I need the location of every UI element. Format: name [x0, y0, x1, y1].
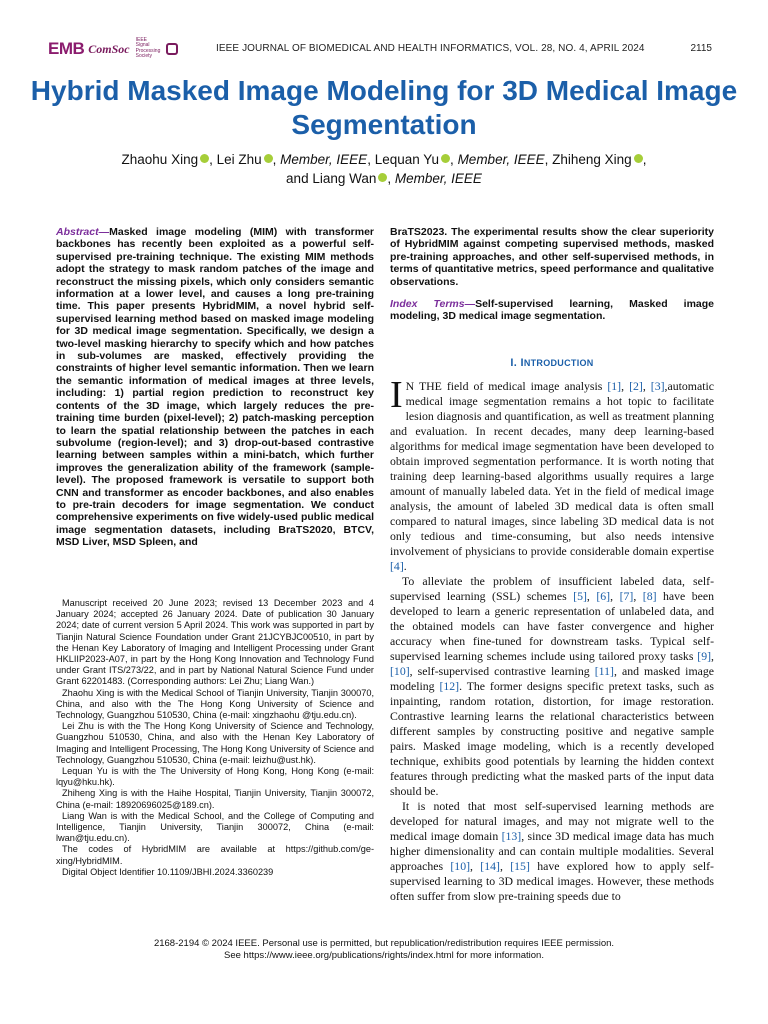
footnote: Zhiheng Xing is with the Haihe Hospital, Tianjin University, Tianjin 300072, China (e-mail: 18920696025@189.cn).: [56, 788, 374, 810]
abstract-text: Masked image modeling (MIM) with transformer backbones has recently been exploited as a powerful self-supervised pre-training technique. The existing MIM methods adopt the strategy to mask random patches of the image and reconstruct the missing pixels, which only considers semantic information at a lower level, and causes a long pre-training time. This paper presents HybridMIM, a novel hybrid self-supervised learning method based on masked image modeling for 3D medical image segmentation. Specifically, we design a two-level masking hierarchy to specify which and how patches in sub-volumes are masked, effectively providing the constraints of higher level semantic information. Then we learn the semantic information of medical images at three levels, including: 1) partial region prediction to reconstruct key contents of the 3D image, which largely reduces the pre-training time burden (pixel-level); 2) patch-masking perception to learn the spatial relationship between the patches in each subvolume (region-level); and 3) drop-out-based contrastive learning between samples within a mini-batch, which further improves the generalization ability of the framework (sample-level). The proposed framework is versatile to support both CNN and transformer as encoder backbones, and also enables to pre-train decoders for image segmentation. We conduct comprehensive experiments on five widely-used public medical image segmentation datasets, including BraTS2020, BTCV, MSD Liver, MSD Spleen, and: [56, 226, 374, 549]
index-terms-text: Self-supervised learning, Masked image modeling, 3D medical image segmentation.: [390, 298, 715, 323]
citation-link[interactable]: [7]: [619, 588, 634, 603]
orcid-icon[interactable]: [441, 154, 450, 163]
section-heading-introduction: I. INTRODUCTION: [510, 356, 594, 369]
author-name: Zhiheng Xing: [552, 152, 632, 167]
citation-link[interactable]: [12]: [439, 678, 460, 693]
footnote: The codes of HybridMIM are available at https://github.com/ge-xing/HybridMIM.: [56, 844, 374, 866]
orcid-icon[interactable]: [200, 154, 209, 163]
comsoc-logo: ComSoc: [88, 41, 130, 56]
index-terms-label: Index Terms—: [390, 298, 476, 311]
running-header: [48, 38, 720, 66]
citation-link[interactable]: [6]: [596, 588, 611, 603]
footnotes: [56, 598, 374, 878]
orcid-icon[interactable]: [634, 154, 643, 163]
orcid-icon[interactable]: [264, 154, 273, 163]
citation-link[interactable]: [9]: [697, 648, 712, 663]
citation-link[interactable]: [15]: [510, 858, 530, 873]
citation-link[interactable]: [4]: [390, 558, 404, 573]
emb-logo: EMB: [48, 38, 85, 58]
page-number: 2115: [690, 43, 712, 54]
abstract-label: Abstract—: [56, 226, 110, 238]
citation-link[interactable]: [13]: [501, 828, 522, 843]
citation-link[interactable]: [3]: [650, 378, 665, 393]
signal-processing-logo: IEEE Signal Processing Society: [135, 37, 161, 59]
footnote: Zhaohu Xing is with the Medical School of Tianjin University, Tianjin 300070, China, and also with the The Hong Kong University of Science and Technology, Guangzhou 510530, China (e-mail: xingzhaohu @tju.edu.cn).: [56, 687, 374, 721]
citation-link[interactable]: [1]: [607, 378, 622, 393]
footnote: Liang Wan is with the Medical School, and the College of Computing and Intelligence, Tianjin University, Tianjin 300072, China (e-mail: lwan@tju.edu.cn).: [56, 810, 374, 844]
left-column: [56, 226, 374, 549]
paper-title: Hybrid Masked Image Modeling for 3D Medical Image Segmentation: [30, 75, 738, 140]
author-role: Member, IEEE: [394, 171, 482, 186]
copyright-line: 2168-2194 © 2024 IEEE. Personal use is permitted, but republication/redistribution requires IEEE permission.: [153, 938, 615, 949]
citation-link[interactable]: [10]: [450, 858, 471, 873]
citation-link[interactable]: [10]: [390, 663, 410, 678]
citation-link[interactable]: [8]: [642, 588, 657, 603]
journal-name: IEEE JOURNAL OF BIOMEDICAL AND HEALTH INFORMATICS, VOL. 28, NO. 4, APRIL 2024: [216, 43, 645, 54]
drop-cap: I: [390, 373, 403, 416]
author-name: Lequan Yu: [374, 152, 440, 167]
paragraph: To alleviate the problem of insufficient labeled data, self-supervised learning (SSL) schemes [5], [6], [7], [8] have been developed to learn a generic representation of unlabeled data, and the obtained models can have faster convergence and higher accuracy when fine-tuned for downstream tasks. Typical self-supervised learning schemes include using tailored proxy tasks [9], [10], self-supervised contrastive learning [11], and masked image modeling [12]. The former designs specific pretext tasks, such as inpainting, random rotation, distortion, for image restoration. Contrastive learning learns the relational characteristics between different samples by constructing positive and negative sample pairs. Masked image modeling, which is a recently developed technique, exhibits good potentials by learning the hidden context features through predicting what the masked parts of the input data should be.: [390, 573, 715, 798]
citation-link[interactable]: [11]: [594, 663, 614, 678]
author-name: Zhaohu Xing: [121, 152, 199, 167]
footnote: Lequan Yu is with the The University of Hong Kong, Hong Kong (e-mail: lqyu@hku.hk).: [56, 766, 374, 788]
society-emblem-icon: [166, 43, 178, 55]
paragraph: It is noted that most self-supervised learning methods are developed for natural images, and may not migrate well to the medical image domain [13], since 3D medical image data has much higher dimensionality and can contain multiple modalities. Several approaches [10], [14], [15] have explored how to apply self-supervised learning to 3D medical images. However, these methods often suffer from slow pre-training speeds due to: [390, 798, 714, 903]
abstract: [56, 226, 374, 549]
copyright-notice: [40, 938, 728, 961]
abstract-continued: BraTS2023. The experimental results show the clear superiority of HybridMIM against competing supervised methods, masked pre-training approaches, and other self-supervised methods, in terms of quantitative metrics, speed performance and qualitative observations.: [390, 226, 714, 288]
section-numeral: I.: [510, 356, 518, 369]
author-name: and Liang Wan: [286, 171, 377, 186]
author-list: Zhaohu Xing , Lei Zhu , Member, IEEE, Lequan Yu , Member, IEEE, Zhiheng Xing , and Liang Wan , Member, IEEE: [121, 152, 647, 186]
introduction-body: [390, 373, 715, 904]
right-column: [390, 226, 714, 904]
footnote: Manuscript received 20 June 2023; revised 13 December 2023 and 4 January 2024; accepted 26 January 2024. Date of publication 30 January 2024; date of current version 5 April 2024. This work was supported in part by Tianjin Natural Science Foundation under Grant 21JCYBJC00510, in part by the Henan Key Laboratory of Imaging and Intelligent Processing under Grant HKLIIP2023-A07, in part by the Hong Kong Innovation and Technology Fund under Grant ITS/273/22, and in part by National Natural Science Fund under Grant 62201483. (Corresponding authors: Lei Zhu; Liang Wan.): [56, 598, 374, 687]
footnote: Lei Zhu is with the The Hong Kong University of Science and Technology, Guangzhou 510530, China, and also with the Henan Key Laboratory of Imaging and Intelligent Processing, The Hong Kong University of Science and Technology, Guangzhou 510530, China (e-mail: leizhu@ust.hk).: [56, 721, 374, 765]
society-logos: [48, 38, 178, 59]
citation-link[interactable]: [5]: [573, 588, 587, 603]
citation-link[interactable]: [2]: [629, 378, 643, 393]
index-terms: [390, 298, 714, 323]
author-role: Member, IEEE: [457, 152, 545, 167]
footnote-doi: Digital Object Identifier 10.1109/JBHI.2024.3360239: [62, 866, 274, 877]
author-name: Lei Zhu: [216, 152, 262, 167]
orcid-icon[interactable]: [378, 173, 387, 182]
rights-link-line: See https://www.ieee.org/publications/rights/index.html for more information.: [224, 949, 544, 961]
author-role: Member, IEEE: [280, 152, 368, 167]
citation-link[interactable]: [14]: [480, 858, 500, 873]
paragraph: I N THE field of medical image analysis [1], [2], [3],automatic medical image segmentation remains a hot topic to facilitate lesion diagnosis and quantification, as well as treatment planning and evaluation. In recent decades, many deep learning-based algorithms for medical image segmentation have been developed to obtain improved segmentation performance. It is worth noting that training deep learning-based algorithms usually requires a large amount of manually labeled data. Yet in the field of medical image analysis, the amount of labeled 3D medical data is often small compared to natural images, since labeling 3D medical data is not only tedious and time-consuming, but also needs intensive involvement of physicians to provide considerable domain expertise [4].: [390, 373, 714, 573]
